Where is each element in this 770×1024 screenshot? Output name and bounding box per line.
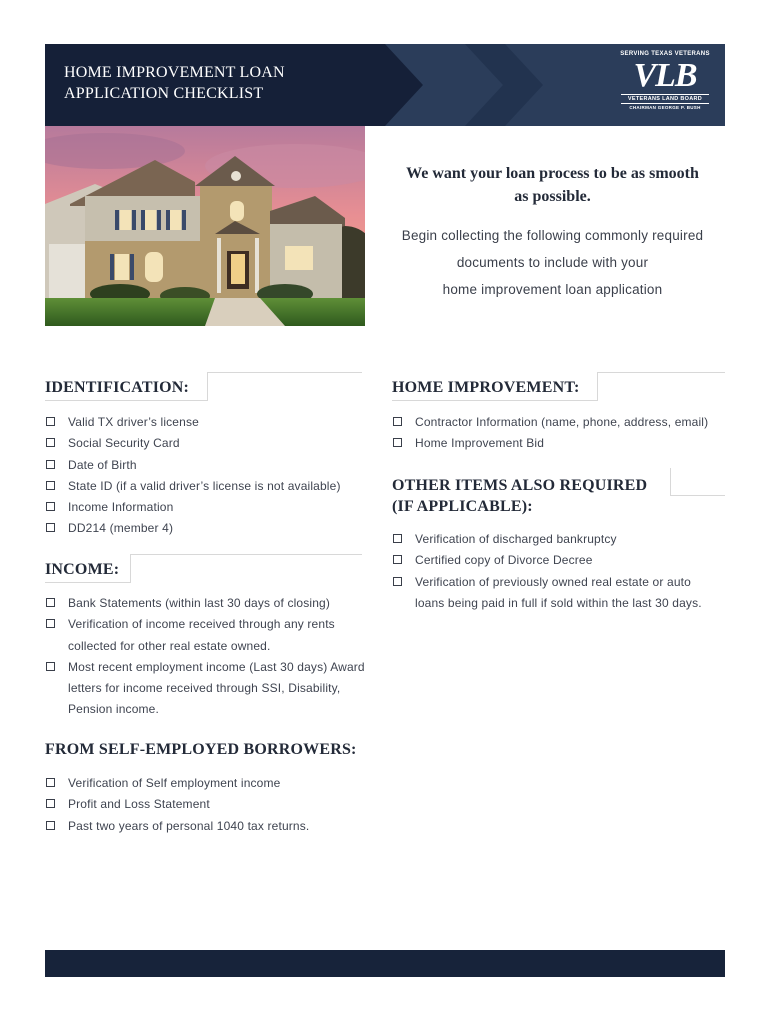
logo-chairman: CHAIRMAN GEORGE P. BUSH — [629, 105, 701, 110]
checklist-item — [45, 773, 375, 794]
header-banner — [45, 44, 725, 126]
checkbox-icon[interactable] — [46, 619, 55, 628]
checkbox-icon[interactable] — [46, 778, 55, 787]
checkbox-icon[interactable] — [393, 555, 402, 564]
checkbox-icon[interactable] — [46, 417, 55, 426]
checklist-item — [392, 572, 725, 615]
checklist-item-text: Bank Statements (within last 30 days of closing) — [68, 596, 330, 610]
checklist-item-text: Certified copy of Divorce Decree — [415, 553, 593, 568]
intro-body-line-1: Begin collecting the following commonly required — [401, 228, 704, 243]
checklist-item — [45, 593, 385, 614]
checklist-item-text: Income Information — [68, 500, 174, 515]
identification-checklist — [45, 412, 375, 540]
checklist-item-text: Most recent employment income (Last 30 days) Award — [68, 659, 365, 674]
other-items-heading-line-1: OTHER ITEMS ALSO REQUIRED — [392, 477, 648, 494]
checklist-item — [392, 529, 725, 550]
checklist-item-text: DD214 (member 4) — [68, 521, 174, 536]
checklist-item-text: Home Improvement Bid — [415, 436, 545, 451]
checklist-item-text: Verification of discharged bankruptcy — [415, 532, 617, 546]
checklist-item-text: Profit and Loss Statement — [68, 797, 210, 812]
checklist-item-text: Verification of previously owned real estate or auto — [415, 574, 691, 589]
intro-body-line-3: home improvement loan application — [442, 282, 663, 297]
checkbox-icon[interactable] — [393, 438, 402, 447]
income-rule-top — [130, 554, 362, 555]
identification-heading: IDENTIFICATION: — [45, 379, 190, 396]
checklist-item-text: Past two years of personal 1040 tax returns. — [68, 818, 310, 833]
checklist-item-text: letters for income received through SSI, Disability, — [68, 681, 341, 696]
checklist-item-text: Verification of income received through any rents — [68, 617, 335, 632]
checklist-item-text: Pension income. — [68, 702, 159, 717]
checklist-item — [45, 657, 385, 721]
checklist-item-text: Valid TX driver’s license — [68, 415, 199, 429]
checkbox-icon[interactable] — [46, 598, 55, 607]
income-rule-vertical — [130, 554, 131, 582]
other-items-spacer — [392, 468, 671, 469]
identification-rule-top — [207, 372, 362, 373]
intro-body-line-2: documents to include with your — [456, 255, 649, 270]
checklist-item-text: State ID (if a valid driver’s license is not available) — [68, 478, 341, 493]
checklist-item — [45, 794, 375, 815]
intro-heading-line-1: We want your loan process to be as smooth — [406, 165, 699, 182]
title-line-2: APPLICATION CHECKLIST — [64, 85, 264, 102]
checkbox-icon[interactable] — [46, 502, 55, 511]
checkbox-icon[interactable] — [46, 662, 55, 671]
home-improvement-rule-vertical — [597, 372, 598, 400]
logo-tagline: SERVING TEXAS VETERANS — [620, 51, 710, 57]
checklist-item — [45, 497, 375, 518]
checklist-item — [45, 412, 375, 433]
checklist-item-text: loans being paid in full if sold within the last 30 days. — [415, 595, 702, 610]
title-line-1: HOME IMPROVEMENT LOAN — [64, 64, 285, 81]
house-photo — [45, 126, 365, 326]
checklist-item — [45, 518, 375, 539]
checklist-item — [45, 476, 375, 497]
checkbox-icon[interactable] — [393, 534, 402, 543]
logo-org-name: VETERANS LAND BOARD — [621, 94, 709, 104]
intro-heading — [380, 162, 725, 208]
intro-body — [380, 222, 725, 303]
home-improvement-rule-top — [597, 372, 725, 373]
income-heading: INCOME: — [45, 561, 120, 578]
income-checklist — [45, 593, 385, 721]
checklist-item-text: Social Security Card — [68, 436, 180, 451]
checklist-item — [392, 550, 725, 571]
checklist-item-text: Contractor Information (name, phone, address, email) — [415, 415, 709, 429]
self-employed-checklist — [45, 773, 375, 837]
intro-heading-line-2: as possible. — [514, 188, 591, 205]
checkbox-icon[interactable] — [393, 577, 402, 586]
logo-mark: VLB — [633, 57, 697, 94]
footer-bar — [45, 950, 725, 977]
checkbox-icon[interactable] — [46, 460, 55, 469]
checklist-item — [392, 412, 725, 433]
other-items-rule — [670, 495, 725, 496]
other-items-checklist — [392, 529, 725, 614]
home-improvement-heading: HOME IMPROVEMENT: — [392, 379, 580, 396]
income-rule — [45, 582, 131, 583]
home-improvement-checklist — [392, 412, 725, 455]
checklist-item — [45, 455, 375, 476]
other-items-heading — [392, 475, 647, 517]
checklist-item — [45, 433, 375, 454]
identification-rule — [45, 400, 208, 401]
checkbox-icon[interactable] — [46, 523, 55, 532]
other-items-rule-vertical — [670, 468, 671, 495]
checkbox-icon[interactable] — [46, 481, 55, 490]
identification-rule-vertical — [207, 372, 208, 400]
other-items-heading-line-2: (IF APPLICABLE): — [392, 498, 533, 515]
home-improvement-rule — [392, 400, 598, 401]
checkbox-icon[interactable] — [393, 417, 402, 426]
self-employed-heading: FROM SELF-EMPLOYED BORROWERS: — [45, 741, 357, 758]
checkbox-icon[interactable] — [46, 799, 55, 808]
vlb-logo — [615, 50, 715, 120]
checklist-item-text: Verification of Self employment income — [68, 776, 281, 790]
checklist-item — [45, 816, 375, 837]
checklist-item-text: Date of Birth — [68, 457, 137, 472]
checklist-item-text: collected for other real estate owned. — [68, 638, 271, 653]
checkbox-icon[interactable] — [46, 821, 55, 830]
checkbox-icon[interactable] — [46, 438, 55, 447]
document-title — [64, 62, 384, 104]
checklist-item — [45, 614, 385, 657]
checklist-item — [392, 433, 725, 454]
